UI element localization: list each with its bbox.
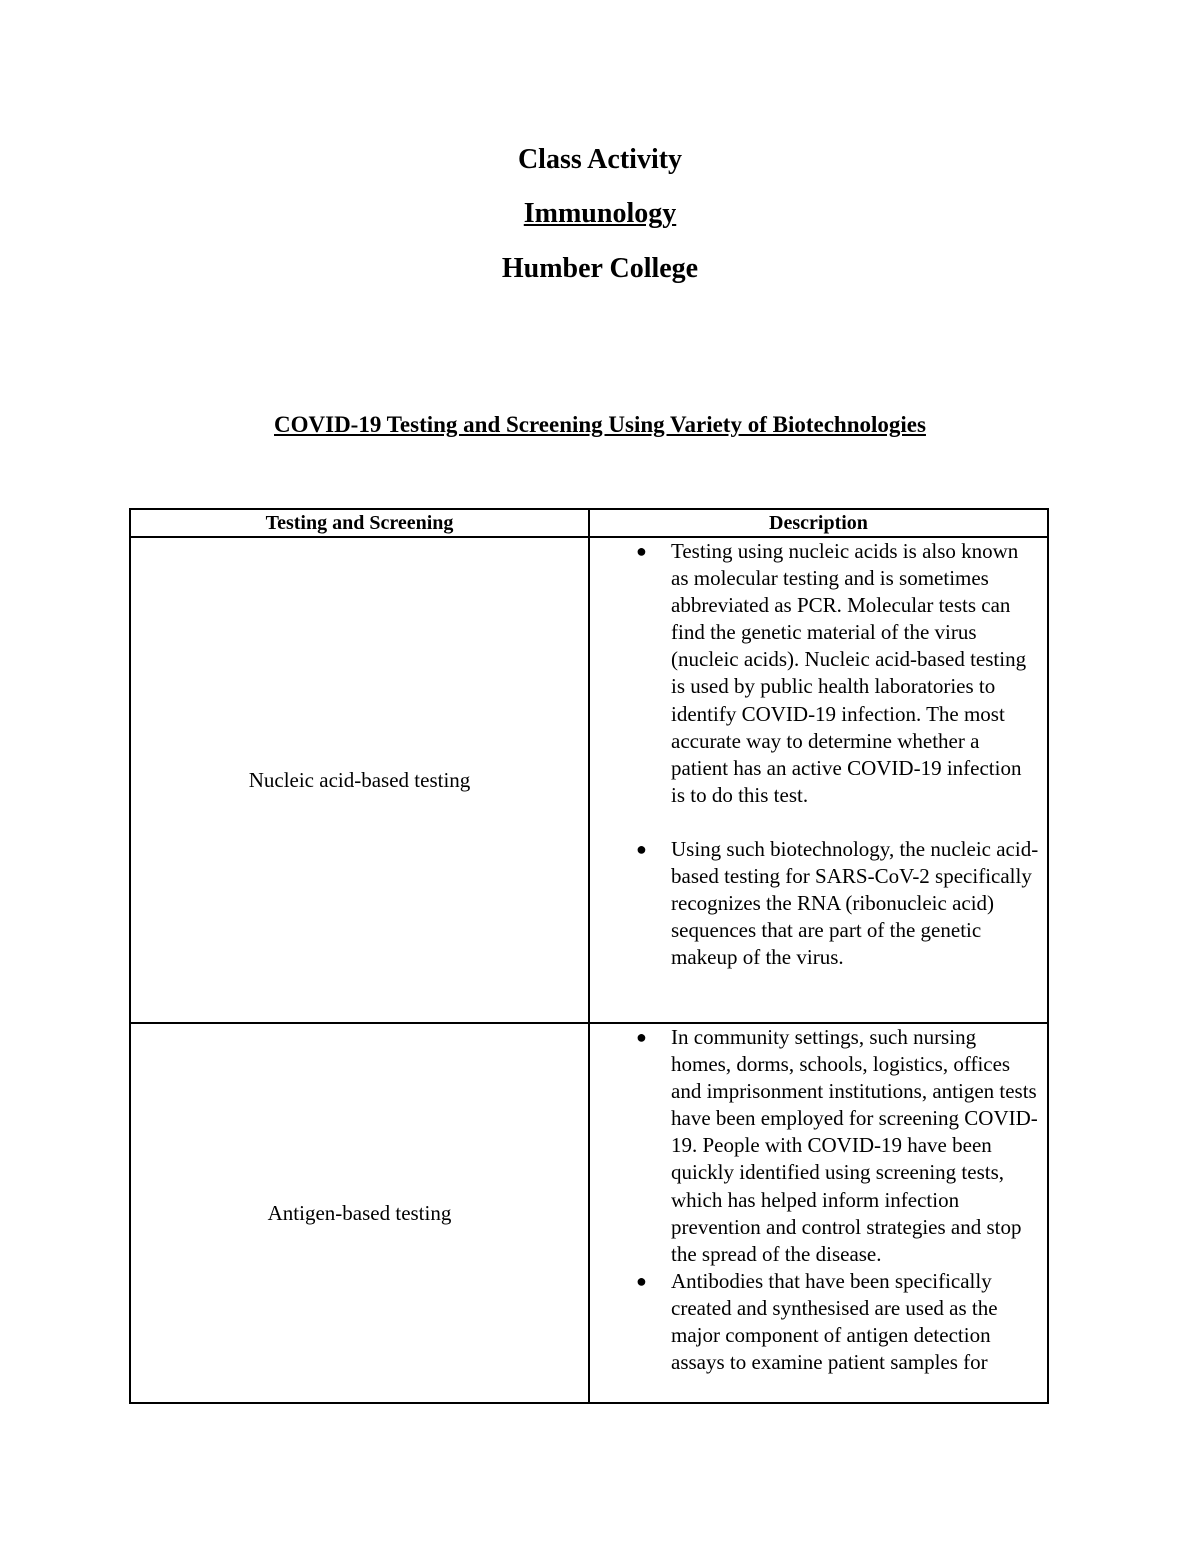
table-row xyxy=(130,1023,1048,1403)
course-name: Immunology xyxy=(523,198,677,229)
description-cell xyxy=(589,537,1048,1023)
list-item xyxy=(590,836,1039,971)
list-item xyxy=(590,538,1039,809)
description-list xyxy=(590,538,1047,971)
description-cell xyxy=(589,1023,1048,1403)
bullet-text: Testing using nucleic acids is also known as molecular testing and is sometimes abbreviated as PCR. Molecular tests can find the genetic material of the virus (nucleic acids). Nucleic acid-based testing is used by public health laboratories to identify COVID-19 infection. The most accurate way to determine whether a patient has an active COVID-19 infection is to do this test. xyxy=(671,539,1027,807)
method-cell: Antigen-based testing xyxy=(130,1023,589,1403)
list-item xyxy=(590,1268,1039,1376)
column-header-description: Description xyxy=(589,509,1048,537)
bullet-icon: ● xyxy=(636,838,647,859)
testing-table xyxy=(129,508,1049,1404)
description-list xyxy=(590,1024,1047,1376)
section-heading: COVID-19 Testing and Screening Using Variety of Biotechnologies xyxy=(274,412,926,437)
bullet-text: In community settings, such nursing homes, dorms, schools, logistics, offices and imprisonment institutions, antigen tests have been employed for screening COVID-19. People with COVID-19 have been quickly identified using screening tests, which has helped inform infection prevention and control strategies and stop the spread of the disease. xyxy=(671,1025,1038,1266)
document-title: Class Activity xyxy=(517,144,683,175)
bullet-icon: ● xyxy=(636,1270,647,1291)
bullet-icon: ● xyxy=(636,541,647,561)
list-item xyxy=(590,1024,1039,1268)
column-header-testing: Testing and Screening xyxy=(130,509,589,537)
method-cell: Nucleic acid-based testing xyxy=(130,537,589,1023)
bullet-text: Antibodies that have been specifically created and synthesised are used as the major component of antigen detection assays to examine patient samples for xyxy=(671,1268,998,1375)
bullet-icon: ● xyxy=(636,1027,647,1047)
bullet-text: Using such biotechnology, the nucleic acid-based testing for SARS-CoV-2 specifically recognizes the RNA (ribonucleic acid) sequences that are part of the genetic makeup of the virus. xyxy=(671,836,1039,970)
institution-name: Humber College xyxy=(501,253,699,284)
table-row xyxy=(130,537,1048,1023)
table-header-row xyxy=(130,509,1048,537)
